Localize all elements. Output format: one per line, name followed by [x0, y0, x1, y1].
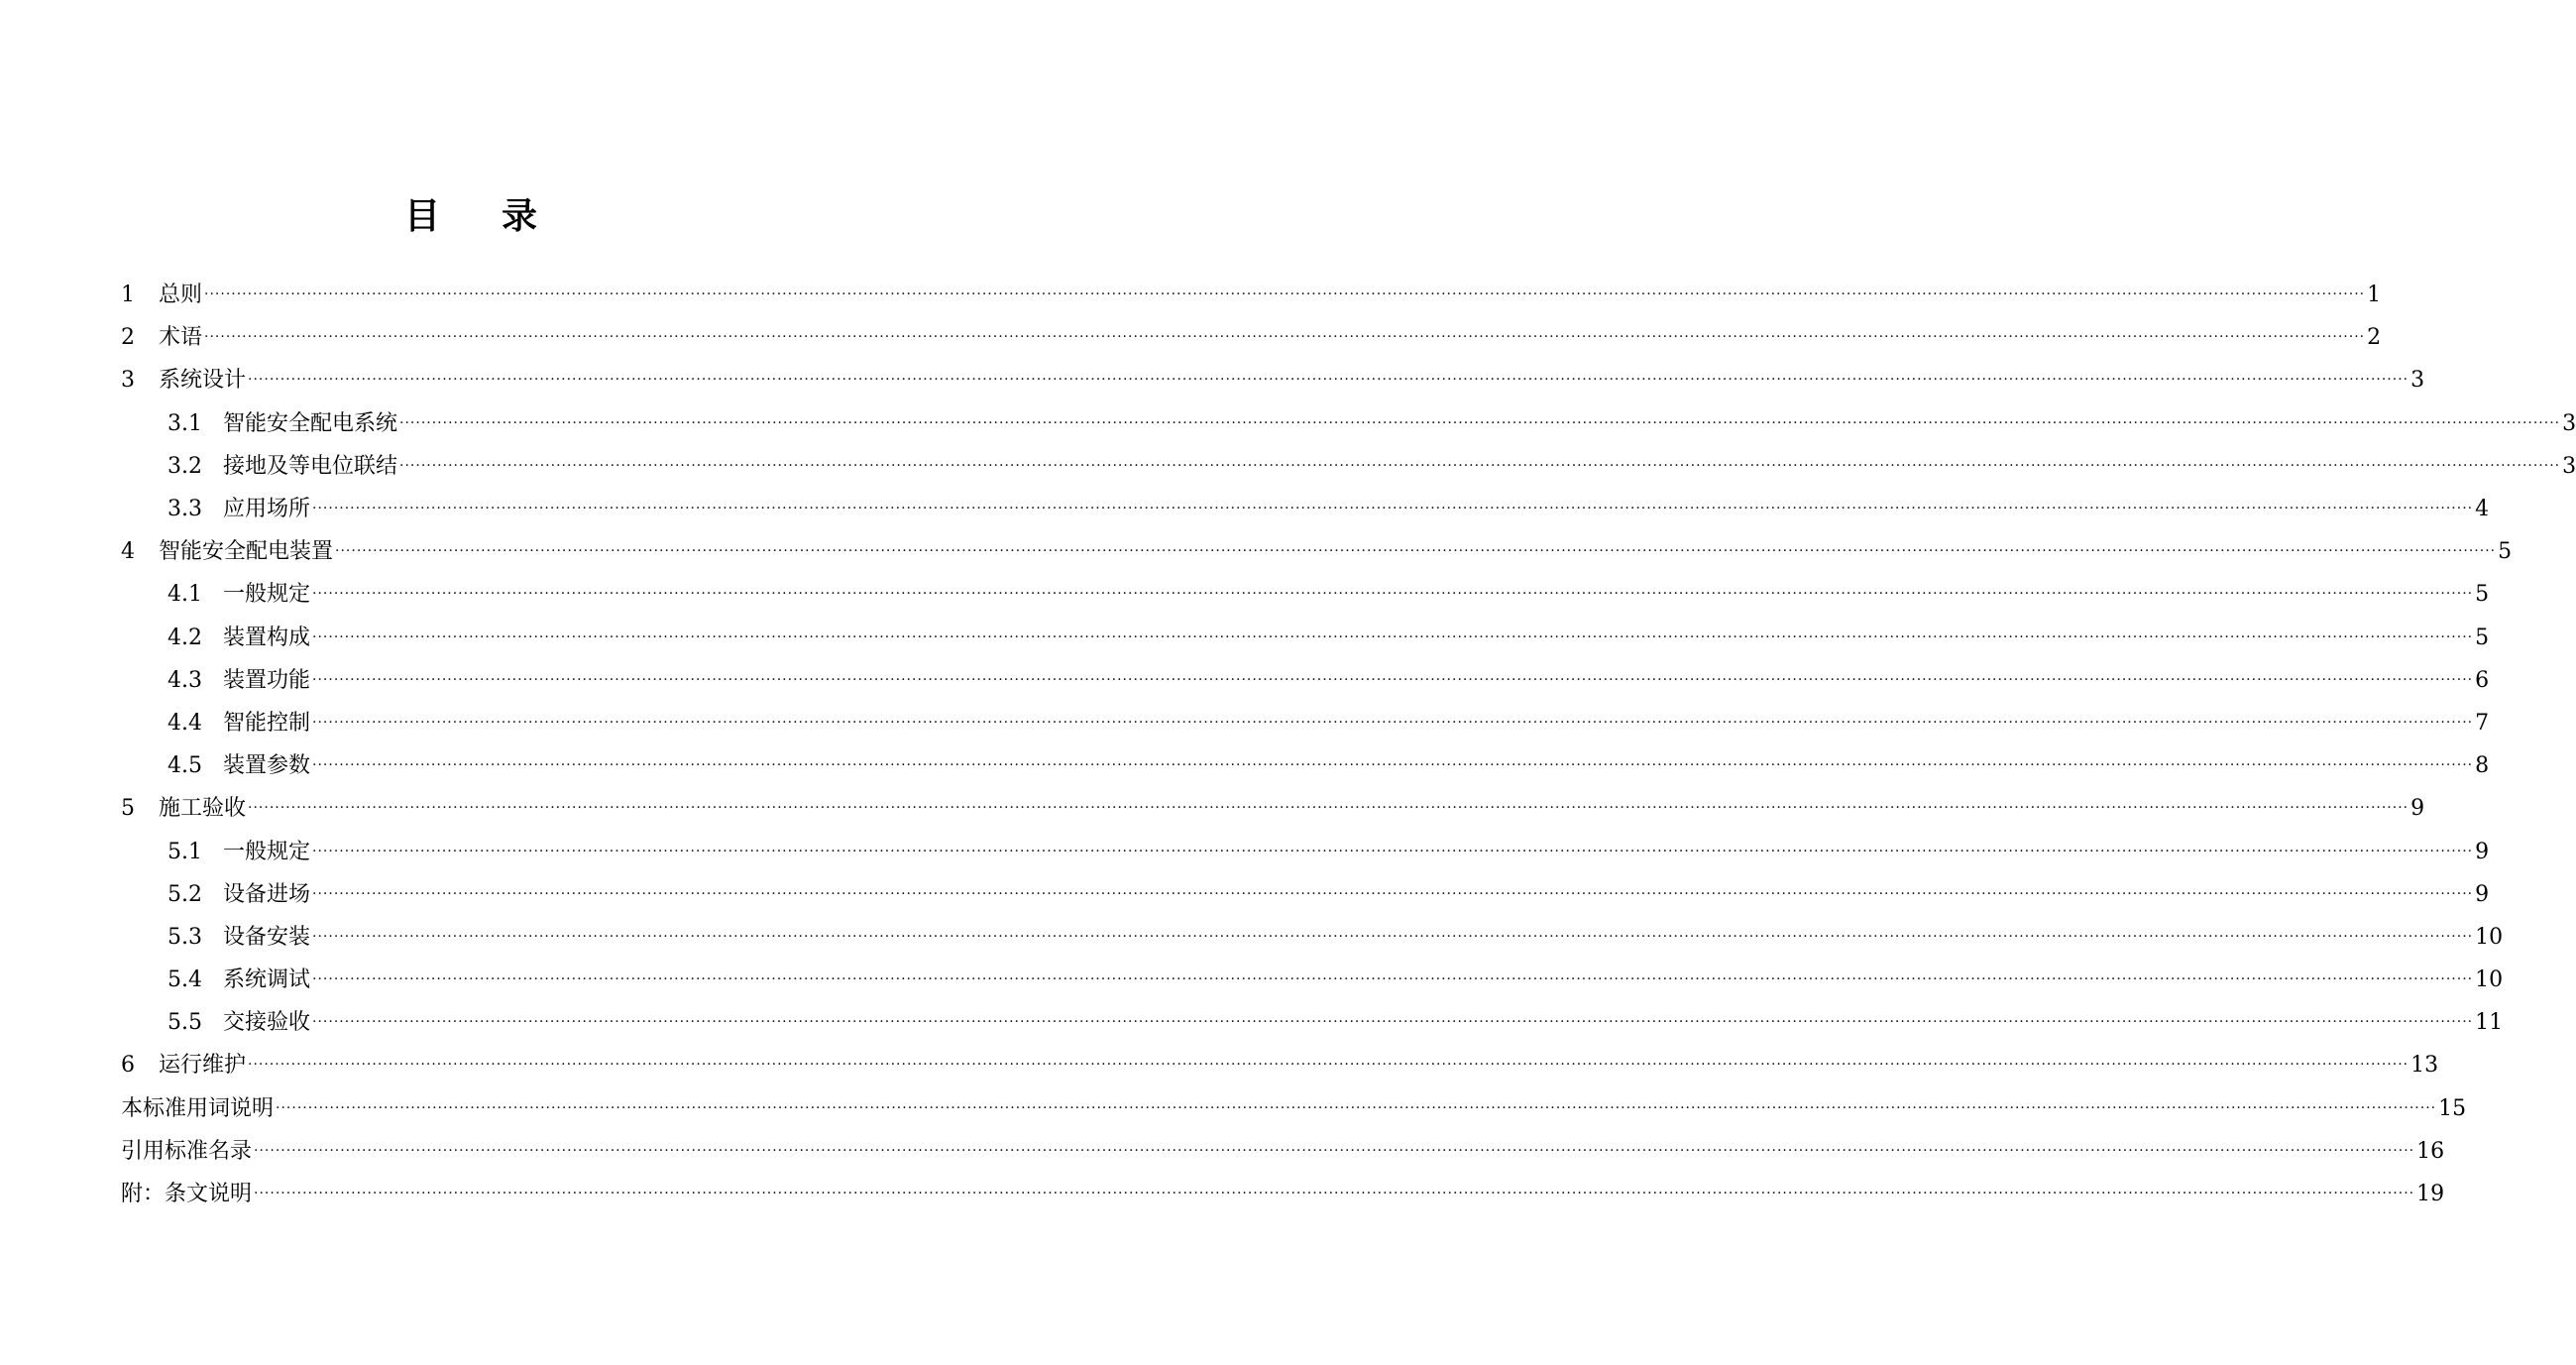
toc-entry-number: 3.3: [168, 497, 202, 522]
toc-dot-leader: ················································································································································································································································································································································································································: [312, 757, 2474, 774]
toc-dot-leader: ················································································································································································································································································································································································································: [312, 671, 2474, 688]
toc-dot-leader: ················································································································································································································································································································································································································: [276, 1099, 2437, 1116]
toc-entry-label: 运行维护: [159, 1053, 247, 1079]
toc-entry-page-number: 5: [2498, 539, 2513, 565]
toc-entry-number: 5.2: [168, 881, 202, 907]
toc-entry[interactable]: [0, 659, 2490, 702]
toc-entry-number: 1: [121, 283, 135, 308]
toc-entry[interactable]: [0, 488, 2490, 530]
toc-dot-leader: ················································································································································································································································································································································································································: [248, 800, 2409, 817]
toc-entry[interactable]: [0, 359, 2425, 401]
toc-dot-leader: ················································································································································································································································································································································································································: [204, 329, 2366, 346]
toc-entry-page-number: 9: [2410, 796, 2425, 822]
toc-dot-leader: ················································································································································································································································································································································································································: [254, 1142, 2415, 1159]
toc-entry-page-number: 5: [2475, 582, 2490, 608]
page-title: [0, 190, 942, 242]
toc-entry-number: 3.2: [168, 453, 202, 479]
toc-entry[interactable]: [0, 573, 2490, 616]
toc-entry-number: 5.4: [168, 967, 202, 993]
toc-entry[interactable]: [0, 830, 2490, 872]
toc-entry-page-number: 6: [2475, 667, 2490, 693]
toc-entry[interactable]: [0, 617, 2490, 659]
toc-entry[interactable]: [0, 445, 2576, 488]
toc-entry-number: 3: [121, 368, 135, 394]
toc-entry-page-number: 2: [2367, 325, 2382, 351]
toc-entry-page-number: 5: [2475, 625, 2490, 650]
toc-entry-number: 4.3: [168, 667, 202, 693]
toc-entry-label: 设备安装: [223, 924, 311, 950]
toc-entry-page-number: 11: [2475, 1010, 2504, 1036]
toc-entry-label: 智能安全配电系统: [223, 410, 398, 436]
toc-entry-label: 装置构成: [223, 625, 311, 650]
toc-entry-label: 设备进场: [223, 881, 311, 907]
toc-dot-leader: ················································································································································································································································································································································································································: [248, 372, 2409, 389]
toc-entry[interactable]: [0, 402, 2576, 445]
toc-entry-number: 2: [121, 325, 135, 351]
toc-entry-label: 一般规定: [223, 582, 311, 608]
toc-entry-page-number: 3: [2410, 368, 2425, 394]
toc-entry-page-number: 3: [2562, 410, 2576, 436]
toc-entry-label: 术语: [159, 325, 203, 351]
toc-entry-label: 智能控制: [223, 710, 311, 736]
toc-entry-number: 4.1: [168, 582, 202, 608]
toc-entry-number: 5.5: [168, 1010, 202, 1036]
toc-entry[interactable]: [0, 1130, 2445, 1173]
toc-entry-label: 智能安全配电装置: [159, 539, 334, 565]
toc-entry-page-number: 19: [2416, 1182, 2445, 1207]
toc-entry-page-number: 13: [2410, 1053, 2439, 1079]
toc-dot-leader: ················································································································································································································································································································································································································: [248, 1057, 2409, 1074]
toc-dot-leader: ················································································································································································································································································································································································································: [399, 457, 2561, 474]
toc-dot-leader: ················································································································································································································································································································································································································: [312, 586, 2474, 603]
toc-entry-number: 6: [121, 1053, 135, 1079]
toc-entry-label: 本标准用词说明: [121, 1095, 275, 1121]
toc-entry[interactable]: [0, 316, 2382, 359]
toc-entry[interactable]: [0, 530, 2513, 573]
toc-entry-label: 应用场所: [223, 497, 311, 522]
toc-entry-number: 4.5: [168, 753, 202, 779]
toc-entry-page-number: 10: [2475, 967, 2504, 993]
title-char-1: 目: [403, 195, 440, 237]
toc-entry[interactable]: [0, 787, 2425, 830]
toc-entry[interactable]: [0, 1001, 2504, 1044]
toc-entry[interactable]: [0, 1087, 2467, 1130]
toc-dot-leader: ················································································································································································································································································································································································································: [399, 414, 2561, 431]
toc-entry[interactable]: [0, 274, 2382, 316]
toc-entry-label: 系统设计: [159, 368, 247, 394]
toc-entry-number: 4.4: [168, 710, 202, 736]
title-char-2: 录: [502, 195, 538, 237]
toc-entry-label: 施工验收: [159, 796, 247, 822]
toc-entry-label: 一般规定: [223, 839, 311, 864]
toc-dot-leader: ················································································································································································································································································································································································································: [254, 1186, 2415, 1202]
toc-dot-leader: ················································································································································································································································································································································································································: [312, 928, 2474, 945]
toc-entry-label: 系统调试: [223, 967, 311, 993]
toc-dot-leader: ················································································································································································································································································································································································································: [312, 628, 2474, 645]
table-of-contents: [0, 274, 2576, 1215]
toc-dot-leader: ················································································································································································································································································································································································································: [312, 971, 2474, 988]
toc-entry[interactable]: [0, 1044, 2439, 1086]
toc-dot-leader: ················································································································································································································································································································································································································: [335, 543, 2497, 560]
toc-entry-number: 3.1: [168, 410, 202, 436]
toc-entry-label: 附：条文说明: [121, 1182, 253, 1207]
toc-entry-page-number: 15: [2438, 1095, 2467, 1121]
toc-entry-page-number: 10: [2475, 924, 2504, 950]
toc-entry-number: 4.2: [168, 625, 202, 650]
toc-entry-page-number: 1: [2367, 283, 2382, 308]
toc-entry-number: 4: [121, 539, 135, 565]
toc-entry-page-number: 9: [2475, 881, 2490, 907]
toc-entry[interactable]: [0, 959, 2504, 1001]
toc-entry-number: 5.3: [168, 924, 202, 950]
toc-entry-number: 5: [121, 796, 135, 822]
toc-entry-number: 5.1: [168, 839, 202, 864]
toc-entry[interactable]: [0, 916, 2504, 959]
toc-dot-leader: ················································································································································································································································································································································································································: [312, 714, 2474, 731]
toc-entry-page-number: 7: [2475, 710, 2490, 736]
toc-dot-leader: ················································································································································································································································································································································································································: [312, 885, 2474, 902]
toc-entry-page-number: 9: [2475, 839, 2490, 864]
toc-entry-label: 引用标准名录: [121, 1138, 253, 1164]
toc-entry[interactable]: [0, 873, 2490, 916]
toc-entry[interactable]: [0, 744, 2490, 787]
toc-entry[interactable]: [0, 1173, 2445, 1215]
toc-entry-label: 总则: [159, 283, 203, 308]
toc-entry-label: 交接验收: [223, 1010, 311, 1036]
toc-entry-page-number: 16: [2416, 1138, 2445, 1164]
toc-entry-page-number: 3: [2562, 453, 2576, 479]
toc-dot-leader: ················································································································································································································································································································································································································: [312, 501, 2474, 517]
toc-dot-leader: ················································································································································································································································································································································································································: [312, 1014, 2474, 1031]
toc-entry-page-number: 4: [2475, 497, 2490, 522]
toc-entry-page-number: 8: [2475, 753, 2490, 779]
toc-entry-label: 接地及等电位联结: [223, 453, 398, 479]
toc-dot-leader: ················································································································································································································································································································································································································: [204, 286, 2366, 303]
toc-entry[interactable]: [0, 702, 2490, 744]
toc-entry-label: 装置参数: [223, 753, 311, 779]
toc-dot-leader: ················································································································································································································································································································································································································: [312, 843, 2474, 859]
toc-entry-label: 装置功能: [223, 667, 311, 693]
